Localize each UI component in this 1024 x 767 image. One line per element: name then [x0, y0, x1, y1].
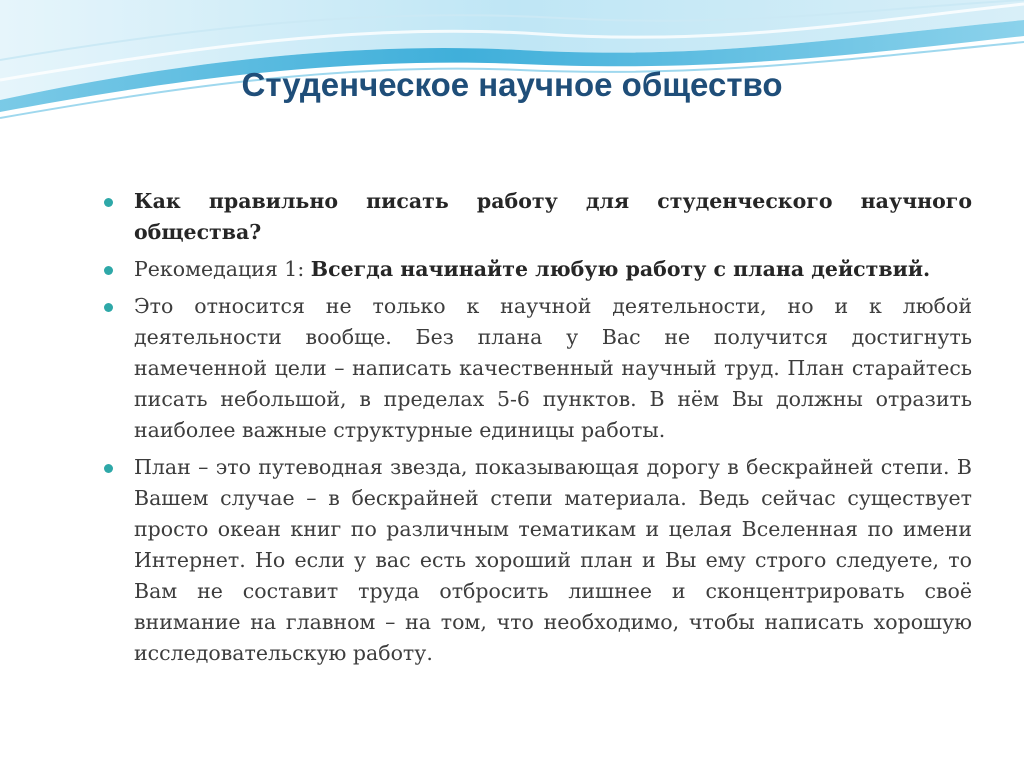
bullet-dot-icon	[104, 198, 113, 207]
slide-title: Студенческое научное общество	[241, 66, 783, 103]
bullet-list	[104, 186, 972, 675]
recommendation-emphasis: Всегда начинайте любую работу с плана действий.	[310, 257, 931, 281]
question-text: Как правильно писать работу для студенческого научного общества?	[134, 189, 972, 244]
recommendation-prefix: Рекомедация 1:	[134, 257, 311, 281]
bullet-dot-icon	[104, 464, 113, 473]
paragraph-text: Это относится не только к научной деятельности, но и к любой деятельности вообще. Без плана у Вас не получится достигнуть намеченной цели – написать качественный научный труд. План старайтесь писать небольшой, в пределах 5-6 пунктов. В нём Вы должны отразить наиболее важные структурные единицы работы.	[134, 294, 972, 442]
paragraph-text: План – это путеводная звезда, показывающая дорогу в бескрайней степи. В Вашем случае – в бескрайней степи материала. Ведь сейчас существует просто океан книг по различным тематикам и целая Вселенная по имени Интернет. Но если у вас есть хороший план и Вы ему строго следуете, то Вам не составит труда отбросить лишнее и сконцентрировать своё внимание на главном – на том, что необходимо, чтобы написать хорошую исследовательскую работу.	[134, 455, 972, 665]
list-item	[104, 254, 972, 285]
bullet-dot-icon	[104, 303, 113, 312]
list-item	[104, 452, 972, 669]
list-item	[104, 186, 972, 248]
list-item	[104, 291, 972, 446]
bullet-dot-icon	[104, 266, 113, 275]
